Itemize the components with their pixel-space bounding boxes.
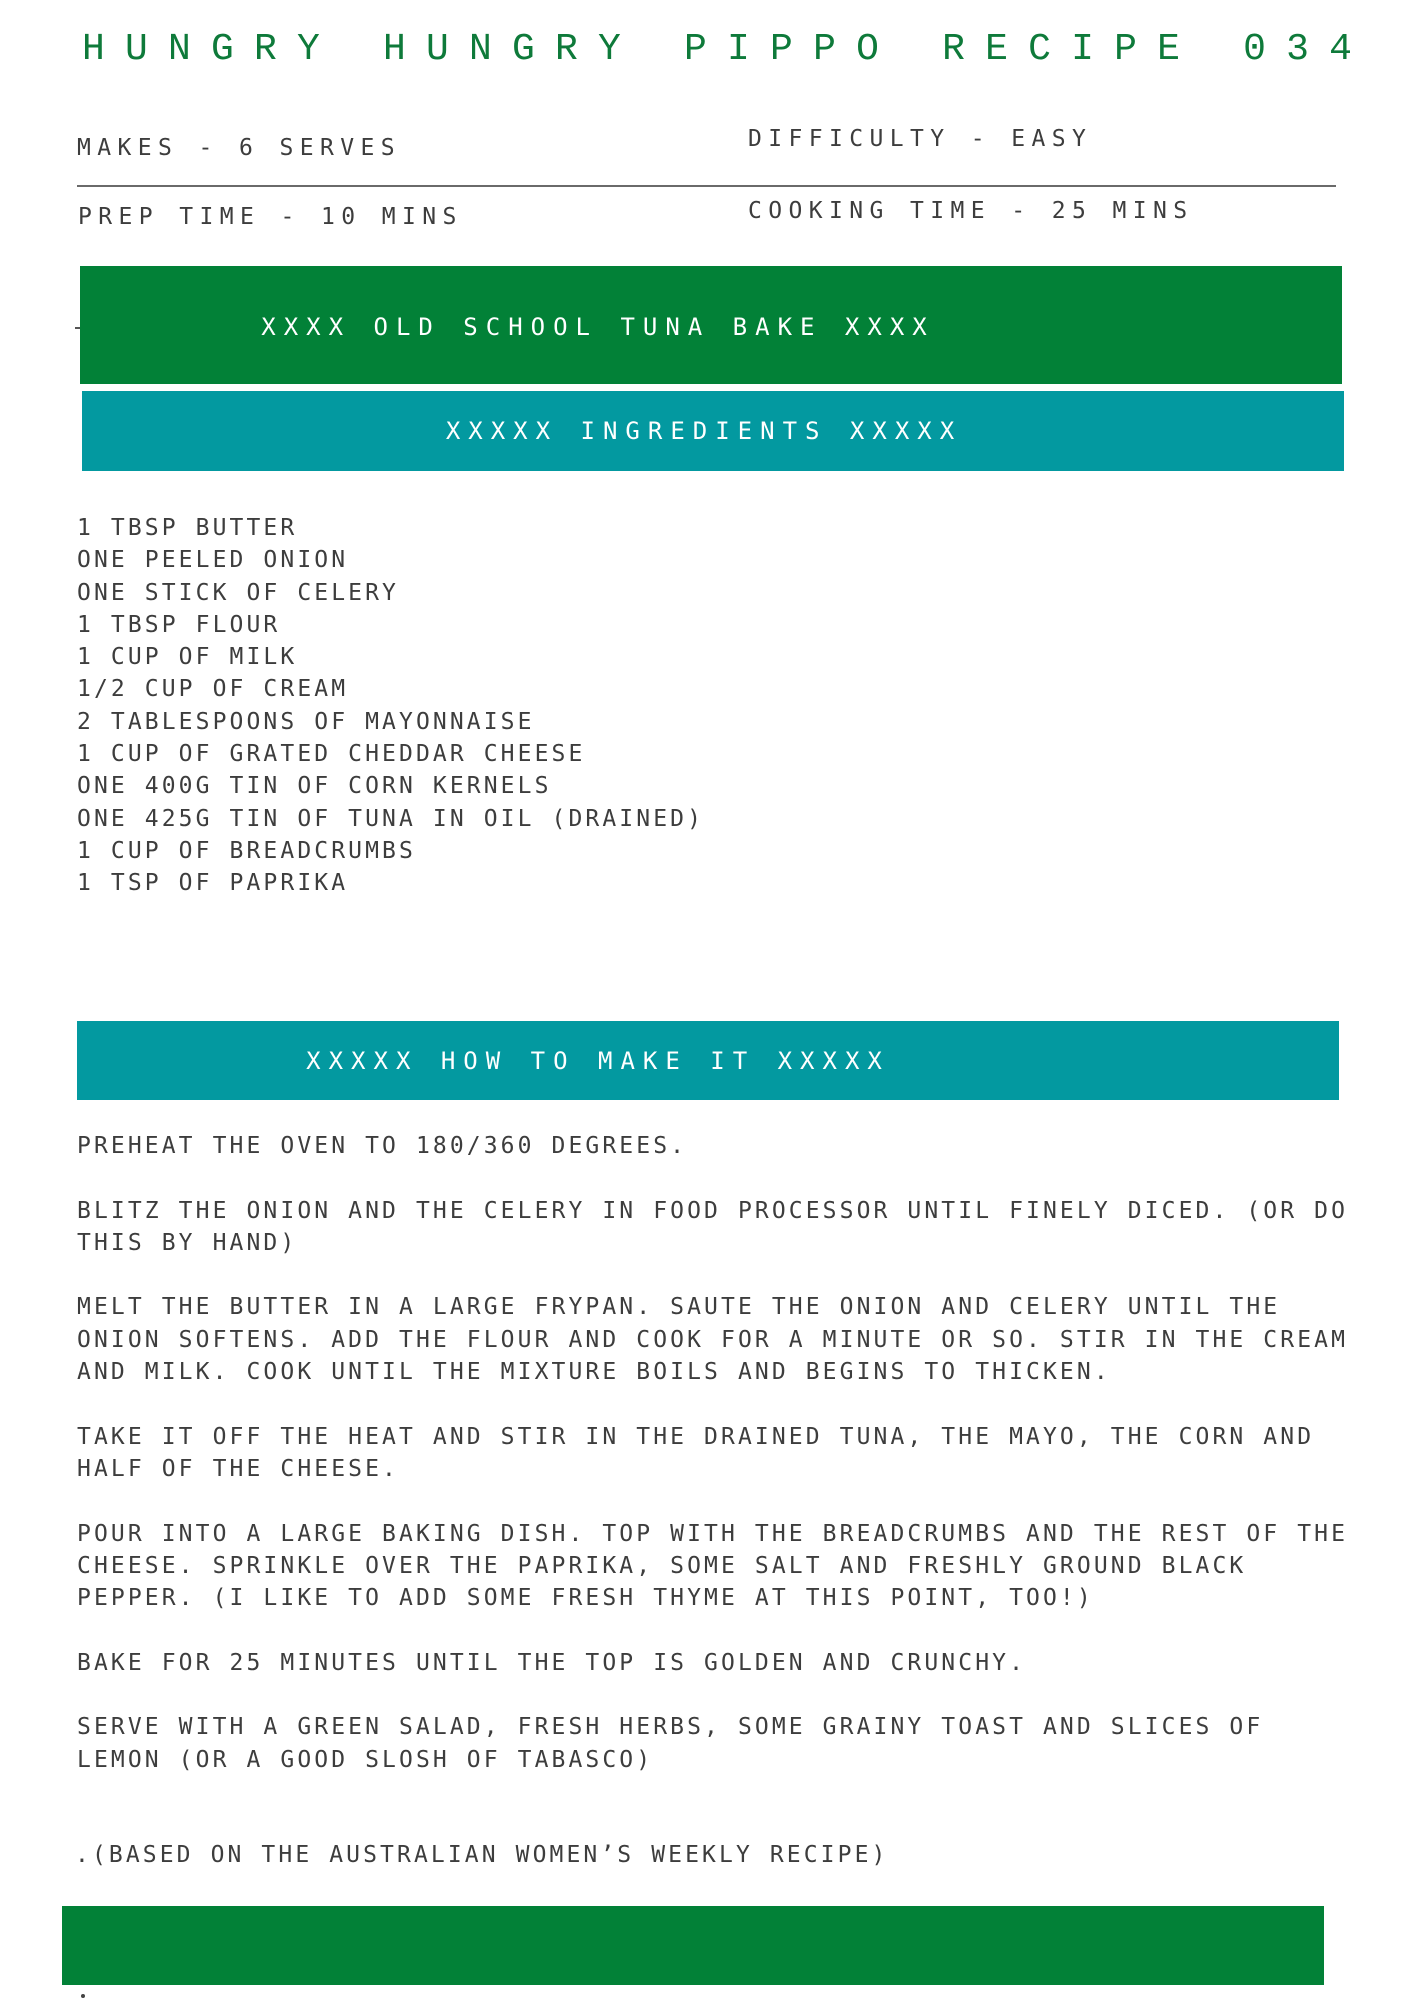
ingredient-item: ONE PEELED ONION — [77, 547, 349, 574]
method-step — [77, 1130, 1357, 1162]
ingredient-item: 1 TSP OF PAPRIKA — [77, 870, 349, 897]
ingredient-item: 2 TABLESPOONS OF MAYONNAISE — [77, 708, 535, 735]
method-step-line: BLITZ THE ONION AND THE CELERY IN FOOD PROCESSOR UNTIL FINELY DICED. (OR DO — [77, 1197, 1349, 1224]
method-heading: XXXXX HOW TO MAKE IT XXXXX — [306, 1046, 890, 1075]
method-step — [77, 1291, 1357, 1388]
method-step-line: BAKE FOR 25 MINUTES UNTIL THE TOP IS GOLDEN AND CRUNCHY. — [77, 1649, 1027, 1676]
ingredient-item: 1 CUP OF MILK — [77, 644, 298, 671]
method-step-line: ONION SOFTENS. ADD THE FLOUR AND COOK FOR A MINUTE OR SO. STIR IN THE CREAM — [77, 1326, 1349, 1353]
ingredients-heading: XXXXX INGREDIENTS XXXXX — [445, 417, 963, 445]
ingredient-item: 1 TBSP BUTTER — [77, 515, 298, 541]
method-step — [77, 1195, 1357, 1260]
method-step — [77, 1711, 1357, 1776]
method-step-line: CHEESE. SPRINKLE OVER THE PAPRIKA, SOME SALT AND FRESHLY GROUND BLACK — [77, 1552, 1247, 1579]
prep-time-label: PREP TIME - 10 MINS — [78, 204, 463, 230]
method-step-line: SERVE WITH A GREEN SALAD, FRESH HERBS, SOME GRAINY TOAST AND SLICES OF — [77, 1714, 1264, 1741]
meta-divider — [77, 185, 1336, 187]
method-step-line: POUR INTO A LARGE BAKING DISH. TOP WITH THE BREADCRUMBS AND THE REST OF THE — [77, 1520, 1349, 1547]
ingredient-list — [77, 512, 704, 900]
method-step-line: LEMON (OR A GOOD SLOSH OF TABASCO) — [77, 1746, 654, 1773]
cooking-time-label: COOKING TIME - 25 MINS — [748, 198, 1194, 224]
difficulty-label: DIFFICULTY - EASY — [748, 126, 1093, 152]
ingredient-item: 1 CUP OF BREADCRUMBS — [77, 837, 416, 864]
ingredient-item: 1 CUP OF GRATED CHEDDAR CHEESE — [77, 741, 586, 768]
recipe-series-title: HUNGRY HUNGRY PIPPO RECIPE 034 — [82, 28, 1373, 71]
ingredient-item: 1 TBSP FLOUR — [77, 611, 281, 638]
method-step-line: PREHEAT THE OVEN TO 180/360 DEGREES. — [77, 1133, 688, 1159]
source-note: .(BASED ON THE AUSTRALIAN WOMEN’S WEEKLY RECIPE) — [75, 1842, 889, 1868]
method-step-line: AND MILK. COOK UNTIL THE MIXTURE BOILS AND BEGINS TO THICKEN. — [77, 1359, 1111, 1386]
ingredient-item: ONE 425G TIN OF TUNA IN OIL (DRAINED) — [77, 805, 705, 832]
method-step-line: TAKE IT OFF THE HEAT AND STIR IN THE DRAINED TUNA, THE MAYO, THE CORN AND — [77, 1423, 1315, 1450]
ingredient-item: 1/2 CUP OF CREAM — [77, 676, 349, 703]
method-step-line: PEPPER. (I LIKE TO ADD SOME FRESH THYME AT THIS POINT, TOO!) — [77, 1585, 1094, 1612]
servings-label: MAKES - 6 SERVES — [77, 135, 401, 161]
footer-banner — [62, 1906, 1324, 1985]
method-step-line: THIS BY HAND) — [77, 1229, 298, 1256]
method-banner — [77, 1021, 1339, 1100]
method-step-line: HALF OF THE CHEESE. — [77, 1455, 399, 1482]
ingredient-item: ONE 400G TIN OF CORN KERNELS — [77, 773, 552, 800]
method-steps — [77, 1130, 1357, 1808]
ingredient-item: ONE STICK OF CELERY — [77, 579, 399, 606]
method-step — [77, 1421, 1357, 1486]
recipe-title: XXXX OLD SCHOOL TUNA BAKE XXXX — [261, 313, 935, 341]
method-step-line: MELT THE BUTTER IN A LARGE FRYPAN. SAUTE THE ONION AND CELERY UNTIL THE — [77, 1294, 1281, 1321]
method-step — [77, 1647, 1357, 1679]
recipe-title-banner — [80, 266, 1342, 384]
method-step — [77, 1518, 1357, 1615]
footer-dot — [81, 1994, 85, 1998]
ingredients-banner — [82, 391, 1344, 471]
